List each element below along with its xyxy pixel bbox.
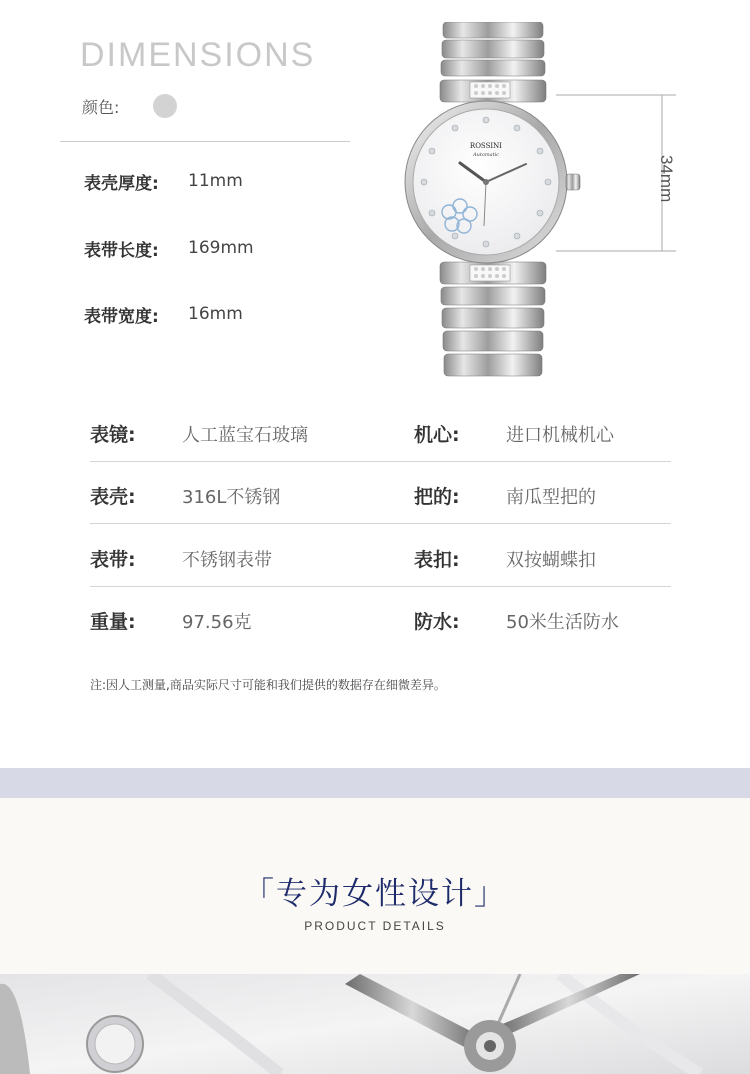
spec-label: 表扣: <box>414 549 460 571</box>
watch-subtitle: Automatic <box>473 152 499 158</box>
product-details-heading: 专为女性设计 <box>276 876 474 912</box>
spec-value: 双按蝴蝶扣 <box>506 549 596 571</box>
spec-label: 表壳: <box>90 486 136 508</box>
dimension-label: 表壳厚度: <box>84 173 159 194</box>
spec-value: 97.56克 <box>182 611 252 633</box>
dimension-value: 11mm <box>188 171 243 191</box>
spec-value: 316L不锈钢 <box>182 486 281 508</box>
spec-row <box>90 462 671 524</box>
dimension-row-strap-width <box>84 302 243 326</box>
spec-value: 不锈钢表带 <box>182 549 272 571</box>
spec-label: 机心: <box>414 424 460 446</box>
dimension-label: 表带长度: <box>84 240 159 261</box>
divider <box>60 141 350 142</box>
dimension-value: 16mm <box>188 304 243 324</box>
color-label: 颜色: <box>82 97 120 117</box>
color-swatch[interactable] <box>153 94 177 118</box>
color-row <box>82 92 177 120</box>
watch-closeup-image <box>0 974 750 1074</box>
section-divider-band <box>0 768 750 798</box>
section-title: DIMENSIONS <box>80 36 316 74</box>
dimension-row-strap-length <box>84 236 254 260</box>
product-details-title <box>0 868 750 913</box>
bracket-close: 」 <box>474 876 507 912</box>
spec-value: 进口机械机心 <box>506 424 614 446</box>
watch-brand: ROSSINI <box>469 142 503 150</box>
bracket-open: 「 <box>243 876 276 912</box>
dimension-row-thickness <box>84 169 243 193</box>
spec-value: 南瓜型把的 <box>506 486 596 508</box>
spec-label: 重量: <box>90 611 136 633</box>
spec-value: 50米生活防水 <box>506 611 619 633</box>
spec-value: 人工蓝宝石玻璃 <box>182 424 308 446</box>
spec-label: 表镜: <box>90 424 136 446</box>
spec-label: 表带: <box>90 549 136 571</box>
dimension-value: 169mm <box>188 238 254 258</box>
spec-row <box>90 525 671 587</box>
measurement-note: 注:因人工测量,商品实际尺寸可能和我们提供的数据存在细微差异。 <box>90 678 446 692</box>
product-details-subtitle: PRODUCT DETAILS <box>304 919 446 933</box>
measure-label: 34mm <box>657 155 676 203</box>
product-details-section <box>0 798 750 1074</box>
dimension-label: 表带宽度: <box>84 306 159 327</box>
spec-label: 防水: <box>414 611 460 633</box>
spec-label: 把的: <box>414 486 460 508</box>
spec-row <box>90 587 671 649</box>
spec-row <box>90 400 671 462</box>
